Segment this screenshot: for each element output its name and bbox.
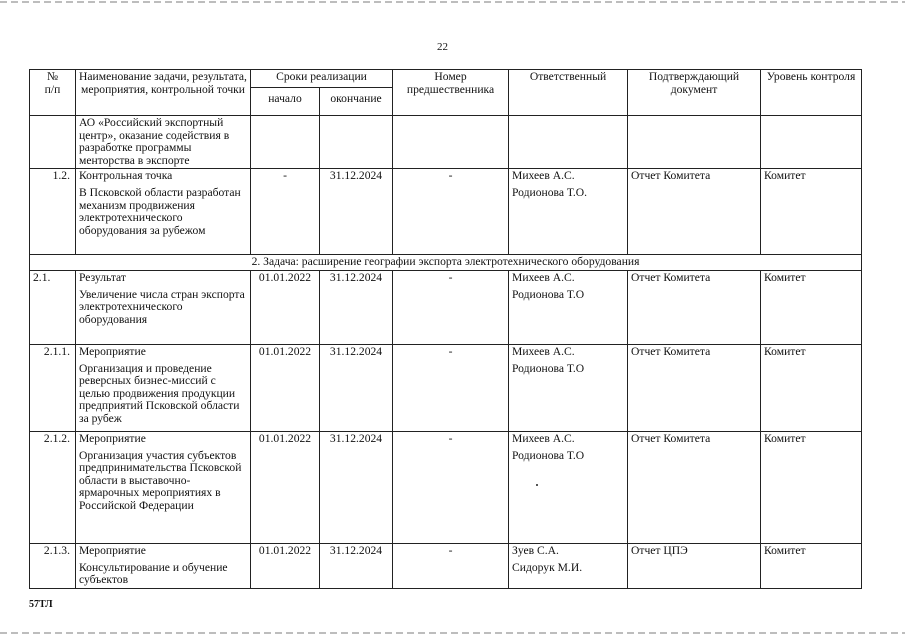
row-responsible (509, 169, 628, 255)
row-number: 2.1.1. (30, 344, 76, 431)
row-description-cell (76, 169, 251, 255)
row-end-date: 31.12.2024 (320, 431, 393, 543)
responsible-person-1: Михеев А.С. (512, 431, 575, 445)
row-control: Комитет (761, 270, 862, 344)
section-title: 2. Задача: расширение географии экспорта электротехнического оборудования (30, 255, 862, 271)
header-responsible: Ответственный (509, 70, 628, 116)
header-name: Наименование задачи, результата, мероприятия, контрольной точки (76, 70, 251, 116)
scan-speck (536, 484, 538, 486)
row-type: Мероприятие (79, 431, 146, 445)
scan-edge-top (0, 1, 905, 3)
page-number: 22 (437, 41, 448, 53)
responsible-person-2: Родионова Т.О (512, 361, 585, 375)
row-description: Организация и проведение реверсных бизнес-миссий с целью продвижения продукции предприятий Псковской области за рубеж (79, 361, 240, 425)
row-predecessor: - (393, 169, 509, 255)
row-start-date: 01.01.2022 (251, 344, 320, 431)
row-start-date: 01.01.2022 (251, 270, 320, 344)
footer-code: 57ТЛ (29, 599, 53, 610)
row-responsible (509, 116, 628, 169)
header-number-abbr: п/п (44, 82, 61, 96)
row-predecessor (393, 116, 509, 169)
table-row (30, 431, 862, 543)
row-type: Результат (79, 270, 126, 284)
plan-table (29, 69, 862, 589)
table-row (30, 169, 862, 255)
responsible-person-1: Зуев С.А. (512, 543, 559, 557)
row-start-date: - (251, 169, 320, 255)
row-description: АО «Российский экспортный центр», оказание содействия в разработке программы менторства в экспорте (76, 116, 251, 169)
row-document: Отчет Комитета (628, 344, 761, 431)
responsible-person-2: Родионова Т.О. (512, 185, 587, 199)
row-control: Комитет (761, 543, 862, 588)
row-end-date: 31.12.2024 (320, 543, 393, 588)
row-end-date: 31.12.2024 (320, 270, 393, 344)
row-responsible (509, 270, 628, 344)
row-document: Отчет Комитета (628, 431, 761, 543)
scan-edge-bottom (0, 632, 905, 634)
responsible-person-2: Сидорук М.И. (512, 560, 583, 574)
row-predecessor: - (393, 344, 509, 431)
row-document: Отчет Комитета (628, 169, 761, 255)
header-control: Уровень контроля (761, 70, 862, 116)
row-description: Увеличение числа стран экспорта электротехнического оборудования (79, 287, 245, 326)
header-document: Подтверждающий документ (628, 70, 761, 116)
row-predecessor: - (393, 431, 509, 543)
row-number: 2.1. (30, 270, 76, 344)
row-end-date: 31.12.2024 (320, 344, 393, 431)
row-end-date (320, 116, 393, 169)
row-predecessor: - (393, 543, 509, 588)
row-description: Консультирование и обучение субъектов (79, 560, 228, 587)
header-number-cell (30, 70, 76, 116)
row-number: 2.1.3. (30, 543, 76, 588)
row-document (628, 116, 761, 169)
responsible-person-2: Родионова Т.О (512, 448, 585, 462)
row-predecessor: - (393, 270, 509, 344)
row-control: Комитет (761, 344, 862, 431)
table-row (30, 270, 862, 344)
table-row (30, 344, 862, 431)
row-end-date: 31.12.2024 (320, 169, 393, 255)
responsible-person-2: Родионова Т.О (512, 287, 585, 301)
row-description-cell (76, 344, 251, 431)
table-row (30, 116, 862, 169)
row-type: Контрольная точка (79, 169, 173, 183)
row-description: В Псковской области разработан механизм продвижения электротехнического оборудования за рубежом (79, 185, 241, 237)
row-number: 2.1.2. (30, 431, 76, 543)
row-description: Организация участия субъектов предпринимательства Псковской области в выставочно-ярмарочных мероприятиях в Российской Федерации (79, 448, 242, 512)
row-responsible (509, 344, 628, 431)
row-description-cell (76, 543, 251, 588)
row-type: Мероприятие (79, 344, 146, 358)
section-row (30, 255, 862, 271)
table-row (30, 543, 862, 588)
responsible-person-1: Михеев А.С. (512, 270, 575, 284)
row-start-date (251, 116, 320, 169)
row-document: Отчет Комитета (628, 270, 761, 344)
row-start-date: 01.01.2022 (251, 431, 320, 543)
header-row (30, 70, 862, 88)
header-start: начало (251, 88, 320, 116)
row-type: Мероприятие (79, 543, 146, 557)
row-responsible (509, 431, 628, 543)
header-number-sign: № (46, 70, 59, 83)
row-number (30, 116, 76, 169)
header-terms: Сроки реализации (251, 70, 393, 88)
header-end: окончание (320, 88, 393, 116)
row-document: Отчет ЦПЭ (628, 543, 761, 588)
row-number: 1.2. (30, 169, 76, 255)
row-start-date: 01.01.2022 (251, 543, 320, 588)
row-description-cell (76, 431, 251, 543)
row-control: Комитет (761, 431, 862, 543)
header-predecessor: Номер предшественника (393, 70, 509, 116)
responsible-person-1: Михеев А.С. (512, 344, 575, 358)
row-control: Комитет (761, 169, 862, 255)
row-control (761, 116, 862, 169)
responsible-person-1: Михеев А.С. (512, 169, 575, 183)
row-responsible (509, 543, 628, 588)
row-description-cell (76, 270, 251, 344)
